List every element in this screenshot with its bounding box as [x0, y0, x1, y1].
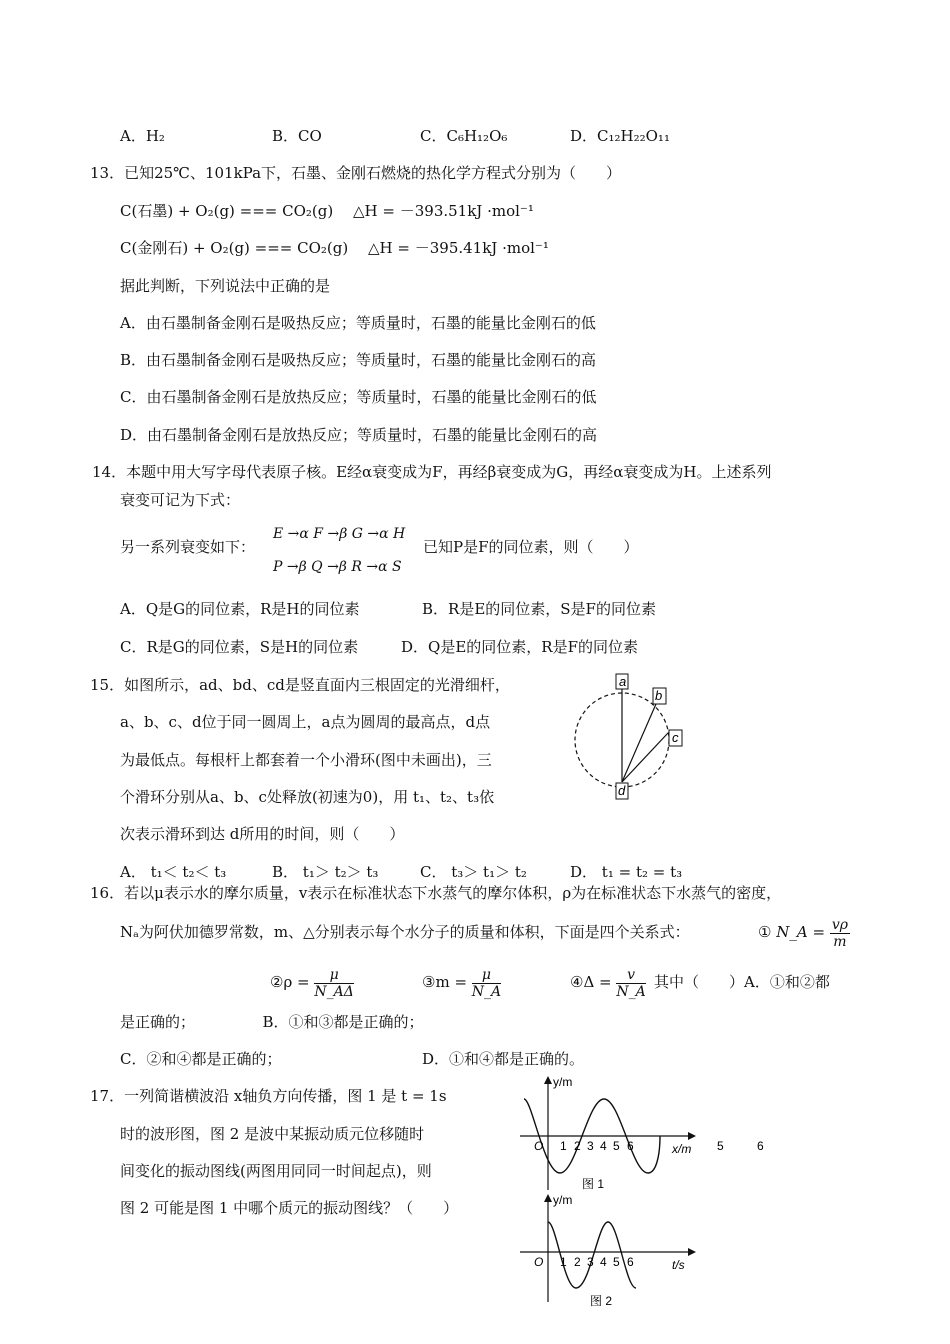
label-a: a: [619, 674, 627, 689]
q16-tail: 其中（ ）A．①和②都: [654, 973, 830, 991]
q16-formula-2: [270, 962, 354, 1002]
q17-figure-1: [510, 1072, 790, 1198]
q14-option-a: A．Q是G的同位素，R是H的同位素: [120, 600, 360, 618]
fig1-caption: 图 1: [582, 1177, 605, 1191]
fig1-tick-5: 5: [613, 1139, 620, 1153]
q16-f2-fraction: [314, 967, 353, 1000]
fig1-x-arrow: [688, 1132, 696, 1140]
q15-stem-line3: 为最低点。每根杆上都套着一个小滑环(图中未画出)，三: [120, 751, 492, 769]
q12-option-a: A．H₂: [120, 127, 165, 145]
fig2-y-arrow: [544, 1194, 552, 1202]
q16-f1-fraction: [830, 917, 850, 950]
fig2-ylabel: y/m: [553, 1193, 573, 1207]
q13-judge: 据此判断，下列说法中正确的是: [120, 277, 331, 295]
q16-formula-4: [570, 962, 646, 1002]
fig1-extra-6: 6: [757, 1139, 764, 1153]
q16-f1-numerator: vρ: [831, 916, 848, 933]
q14-decay-chain-2: P →β Q →β R →α S: [273, 559, 402, 575]
fig2-caption: 图 2: [590, 1294, 613, 1308]
q13-option-c: C．由石墨制备金刚石是放热反应；等质量时，石墨的能量比金刚石的低: [120, 388, 597, 406]
q14-stem-line2: 衰变可记为下式：: [120, 491, 241, 509]
q16-f3-numerator: μ: [472, 967, 501, 984]
fig2-tick-6: 6: [627, 1255, 634, 1269]
q16-formula-3: [422, 962, 501, 1002]
q15-circle-figure: [570, 670, 690, 810]
q14-option-c: C．R是G的同位素，S是H的同位素: [120, 638, 359, 656]
q16-f4-label: ④Δ =: [570, 973, 612, 991]
q16-f2-label: ②ρ =: [270, 973, 310, 991]
q17-stem-line4: 图 2 可能是图 1 中哪个质元的振动图线？（ ）: [120, 1199, 459, 1217]
fig1-origin: O: [534, 1139, 544, 1153]
fig1-tick-4: 4: [600, 1139, 607, 1153]
q17-stem-line2: 时的波形图，图 2 是波中某振动质元位移随时: [120, 1125, 425, 1143]
q16-formula-1: [758, 912, 850, 952]
fig1-tick-3: 3: [587, 1139, 594, 1153]
q14-decay-chain-1: E →α F →β G →α H: [273, 526, 406, 542]
fig2-xlabel: t/s: [672, 1258, 685, 1272]
q16-f2-denominator: N_AΔ: [314, 983, 354, 1000]
fig1-tick-1: 1: [560, 1139, 567, 1153]
fig2-origin: O: [534, 1255, 544, 1269]
q13-equation-diamond: C(金刚石) + O₂(g) === CO₂(g) △H = －395.41kJ ·mol⁻¹: [120, 239, 549, 257]
q14-known: 已知P是F的同位素，则（ ）: [423, 538, 639, 556]
q15-stem-line2: a、b、c、d位于同一圆周上，a点为圆周的最高点，d点: [120, 713, 491, 731]
rod-bd: [622, 704, 656, 782]
q16-f4-numerator: v: [616, 967, 645, 984]
q17-figure-2: [510, 1190, 710, 1310]
q13-equation-graphite: C(石墨) + O₂(g) === CO₂(g) △H = －393.51kJ ·mol⁻¹: [120, 202, 534, 220]
fig2-x-arrow: [688, 1248, 696, 1256]
q16-option-d: D．①和④都是正确的。: [422, 1050, 585, 1068]
q16-f3-denominator: N_A: [471, 983, 502, 1000]
q15-option-c: C． t₃＞ t₁＞ t₂: [420, 863, 527, 881]
q12-option-d: D．C₁₂H₂₂O₁₁: [570, 127, 670, 145]
fig1-y-arrow: [544, 1076, 552, 1084]
q16-option-c: C．②和④都是正确的；: [120, 1050, 282, 1068]
q16-f1-label: ①: [758, 923, 772, 941]
fig2-tick-2: 2: [574, 1255, 581, 1269]
q15-stem-line4: 个滑环分别从a、b、c处释放(初速为0)，用 t₁、t₂、t₃依: [120, 788, 495, 806]
q16-line2: Nₐ为阿伏加德罗常数，m、△分别表示每个水分子的质量和体积，下面是四个关系式：: [120, 923, 690, 941]
q12-option-c: C．C₆H₁₂O₆: [420, 127, 508, 145]
q15-stem-line1: 15．如图所示，ad、bd、cd是竖直面内三根固定的光滑细杆，: [90, 676, 510, 694]
fig1-tick-2: 2: [574, 1139, 581, 1153]
q17-stem-line3: 间变化的振动图线(两图用同同一时间起点)，则: [120, 1162, 432, 1180]
q15-option-d: D． t₁ = t₂ = t₃: [570, 863, 683, 881]
q16-line1: 16．若以μ表示水的摩尔质量，v表示在标准状态下水蒸气的摩尔体积，ρ为在标准状态下水蒸气的密度，: [90, 884, 782, 902]
q12-option-b: B．CO: [272, 127, 322, 145]
q13-stem: 13．已知25℃、101kPa下，石墨、金刚石燃烧的热化学方程式分别为（ ）: [90, 164, 622, 182]
fig1-tick-6: 6: [627, 1139, 634, 1153]
q15-option-b: B． t₁＞ t₂＞ t₃: [272, 863, 379, 881]
fig2-tick-5: 5: [613, 1255, 620, 1269]
label-d: d: [618, 783, 626, 798]
q17-stem-line1: 17．一列简谐横波沿 x轴负方向传播，图 1 是 t = 1s: [90, 1087, 447, 1105]
fig2-tick-1: 1: [560, 1255, 567, 1269]
fig2-tick-3: 3: [587, 1255, 594, 1269]
q16-f2-numerator: μ: [314, 967, 353, 984]
q14-option-b: B．R是E的同位素，S是F的同位素: [422, 600, 656, 618]
label-c: c: [672, 730, 679, 745]
q14-another-series: 另一系列衰变如下：: [120, 538, 256, 556]
q16-f4-denominator: N_A: [616, 983, 646, 1000]
q13-option-b: B．由石墨制备金刚石是吸热反应；等质量时，石墨的能量比金刚石的高: [120, 351, 597, 369]
fig1-extra-5: 5: [717, 1139, 724, 1153]
q14-stem-line1: 14．本题中用大写字母代表原子核。E经α衰变成为F，再经β衰变成为G，再经α衰变成为H。上述系列: [92, 463, 772, 481]
q15-option-a: A． t₁＜ t₂＜ t₃: [120, 863, 227, 881]
fig1-xlabel: x/m: [672, 1142, 692, 1156]
q13-option-d: D．由石墨制备金刚石是放热反应；等质量时，石墨的能量比金刚石的高: [120, 426, 598, 444]
q15-stem-line5: 次表示滑环到达 d所用的时间，则（ ）: [120, 825, 405, 843]
fig2-tick-4: 4: [600, 1255, 607, 1269]
label-b: b: [655, 688, 663, 703]
q16-f3-label: ③m =: [422, 973, 468, 991]
q14-option-d: D．Q是E的同位素，R是F的同位素: [401, 638, 638, 656]
q16-f4-fraction: [616, 967, 645, 1000]
q16-line4: 是正确的； B．①和③都是正确的；: [120, 1013, 424, 1031]
q16-f3-fraction: [472, 967, 501, 1000]
rod-cd: [622, 733, 668, 782]
fig1-ylabel: y/m: [553, 1075, 573, 1089]
q13-option-a: A．由石墨制备金刚石是吸热反应；等质量时，石墨的能量比金刚石的低: [120, 314, 596, 332]
q16-f1-lhs: N_A =: [776, 923, 826, 941]
q16-f1-denominator: m: [833, 933, 847, 950]
